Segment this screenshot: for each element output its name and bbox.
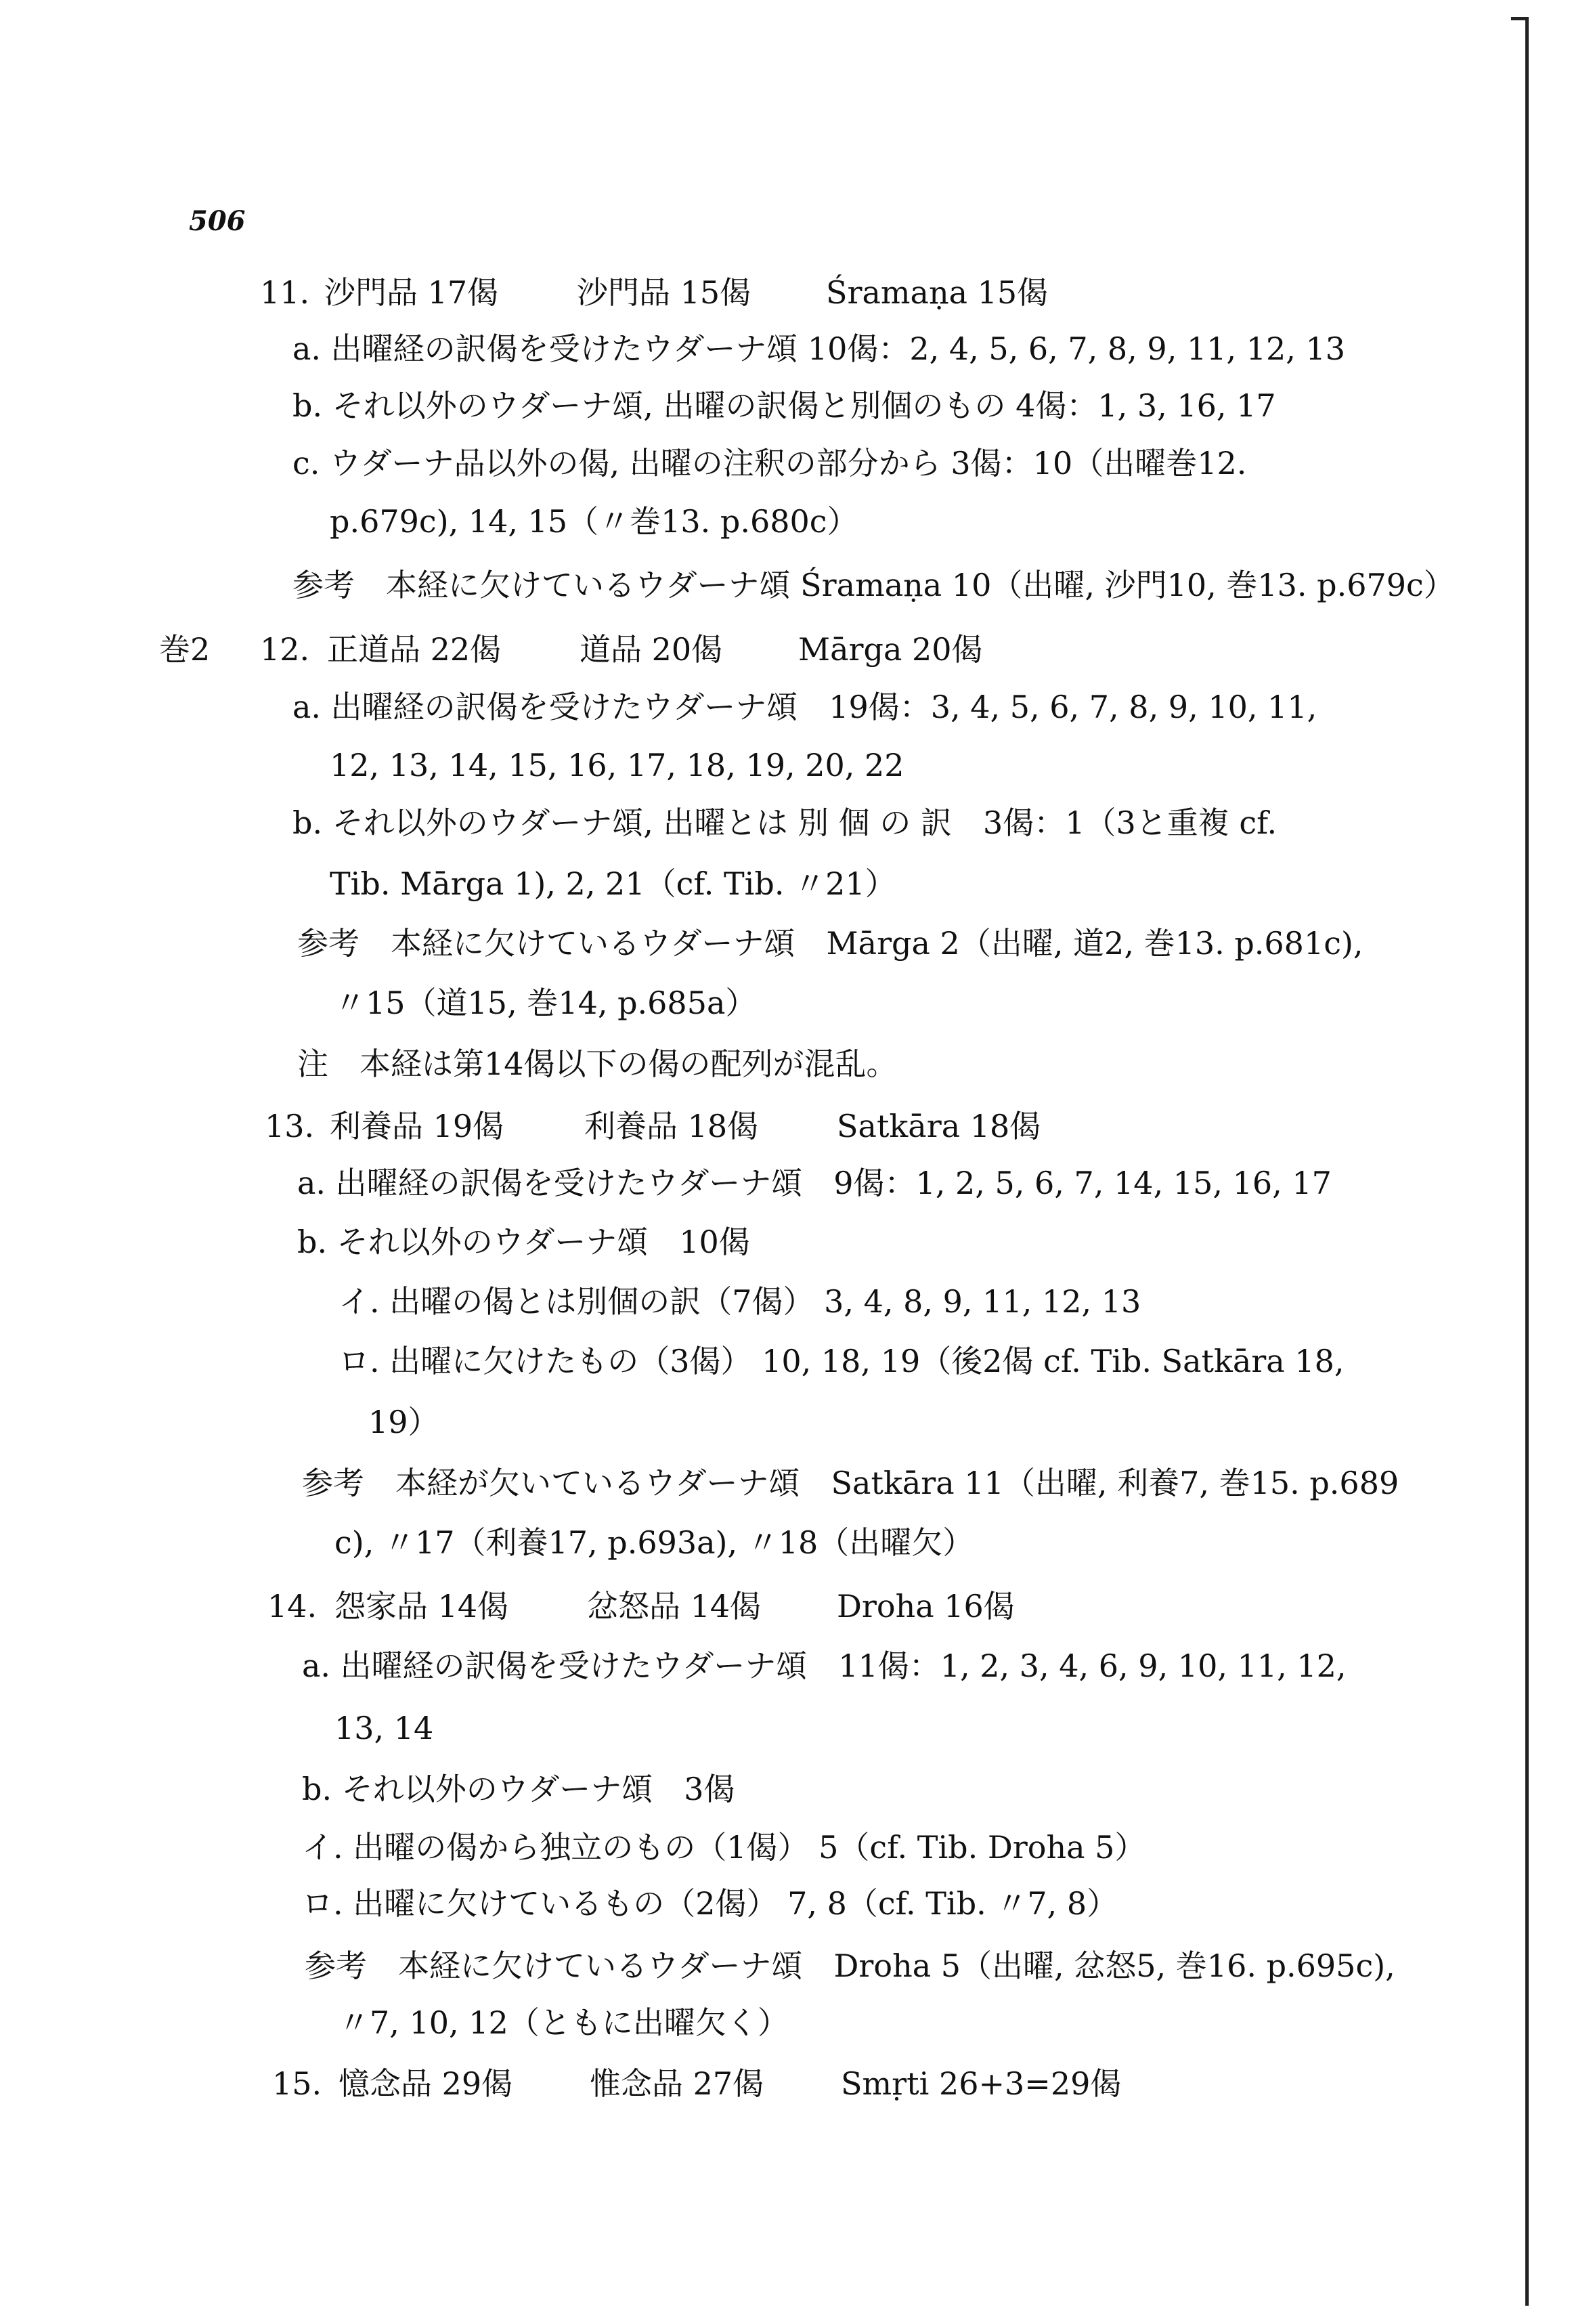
- section-11-note: 参考 本経に欠けているウダーナ頌 Śramaṇa 10（出曜, 沙門10, 巻13. p.679c）: [292, 567, 1455, 603]
- section-11-line: p.679c), 14, 15（〃巻13. p.680c）: [330, 503, 858, 540]
- section-15-title-2: 惟念品 27偈: [590, 2065, 764, 2102]
- section-12-title-1: 正道品 22偈: [327, 631, 502, 668]
- section-11-number: 11.: [260, 274, 310, 311]
- section-14-note: 参考 本経に欠けているウダーナ頌 Droha 5（出曜, 忿怒5, 巻16. p.695c),: [305, 1948, 1395, 1984]
- section-13-title-3: Satkāra 18偈: [837, 1108, 1041, 1144]
- section-13-number: 13.: [265, 1108, 315, 1144]
- section-14-line: 13, 14: [334, 1710, 434, 1746]
- section-14-title-1: 怨家品 14偈: [334, 1588, 509, 1624]
- section-14-note: 〃7, 10, 12（ともに出曜欠く）: [339, 2004, 789, 2041]
- section-13-line: イ. 出曜の偈とは別個の訳（7偈） 3, 4, 8, 9, 11, 12, 13: [339, 1283, 1141, 1320]
- section-13-line: 19）: [368, 1404, 439, 1440]
- section-14-number: 14.: [267, 1588, 318, 1624]
- section-14-line: a. 出曜経の訳偈を受けたウダーナ頌 11偈：1, 2, 3, 4, 6, 9, 10, 11, 12,: [302, 1648, 1347, 1684]
- section-13-note: 参考 本経が欠いているウダーナ頌 Satkāra 11（出曜, 利養7, 巻15. p.689: [302, 1465, 1399, 1501]
- section-14-line: イ. 出曜の偈から独立のもの（1偈） 5（cf. Tib. Droha 5）: [302, 1829, 1146, 1866]
- section-12-line: a. 出曜経の訳偈を受けたウダーナ頌 19偈：3, 4, 5, 6, 7, 8, 9, 10, 11,: [292, 689, 1317, 725]
- section-12-number: 12.: [260, 631, 310, 668]
- section-14-title-2: 忿怒品 14偈: [587, 1588, 762, 1624]
- section-12-annotation: 注 本経は第14偈以下の偈の配列が混乱。: [297, 1046, 898, 1082]
- section-13-line: ロ. 出曜に欠けたもの（3偈） 10, 18, 19（後2偈 cf. Tib. Satkāra 18,: [339, 1343, 1345, 1379]
- section-13-title-2: 利養品 18偈: [584, 1108, 759, 1144]
- section-13-line: a. 出曜経の訳偈を受けたウダーナ頌 9偈：1, 2, 5, 6, 7, 14, 15, 16, 17: [297, 1165, 1332, 1201]
- section-13-note: c), 〃17（利養17, p.693a), 〃18（出曜欠）: [334, 1524, 974, 1561]
- section-13-line: b. それ以外のウダーナ頌 10偈: [297, 1224, 750, 1260]
- section-11-title-3: Śramaṇa 15偈: [826, 274, 1049, 311]
- section-12-line: Tib. Mārga 1), 2, 21（cf. Tib. 〃21）: [330, 865, 896, 902]
- section-12-line: 12, 13, 14, 15, 16, 17, 18, 19, 20, 22: [330, 747, 904, 783]
- section-12-title-2: 道品 20偈: [580, 631, 723, 668]
- section-11-line: b. それ以外のウダーナ頌, 出曜の訳偈と別個のもの 4偈：1, 3, 16, 17: [292, 387, 1276, 424]
- section-11-line: c. ウダーナ品以外の偈, 出曜の注釈の部分から 3偈：10（出曜巻12.: [292, 445, 1247, 481]
- section-11-line: a. 出曜経の訳偈を受けたウダーナ頌 10偈：2, 4, 5, 6, 7, 8, 9, 11, 12, 13: [292, 330, 1346, 367]
- section-13-title-1: 利養品 19偈: [330, 1108, 504, 1144]
- section-14-line: ロ. 出曜に欠けているもの（2偈） 7, 8（cf. Tib. 〃7, 8）: [302, 1885, 1118, 1922]
- section-14-line: b. それ以外のウダーナ頌 3偈: [302, 1771, 735, 1807]
- section-11-title-2: 沙門品 15偈: [577, 274, 751, 311]
- section-12-note: 参考 本経に欠けているウダーナ頌 Mārga 2（出曜, 道2, 巻13. p.681c),: [297, 925, 1363, 962]
- section-12-title-3: Mārga 20偈: [798, 631, 983, 668]
- section-14-title-3: Droha 16偈: [837, 1588, 1015, 1624]
- section-12-note: 〃15（道15, 巻14, p.685a）: [334, 985, 757, 1021]
- page-edge-rule: [1525, 17, 1529, 2306]
- section-12-line: b. それ以外のウダーナ頌, 出曜とは 別 個 の 訳 3偈：1（3と重複 cf.: [292, 804, 1278, 841]
- section-15-number: 15.: [272, 2065, 322, 2102]
- margin-label: 巻2: [159, 631, 211, 668]
- section-15-title-3: Smṛti 26+3=29偈: [841, 2065, 1122, 2102]
- section-15-title-1: 憶念品 29偈: [339, 2065, 513, 2102]
- page-number: 506: [189, 205, 246, 237]
- section-11-title-1: 沙門品 17偈: [324, 274, 499, 311]
